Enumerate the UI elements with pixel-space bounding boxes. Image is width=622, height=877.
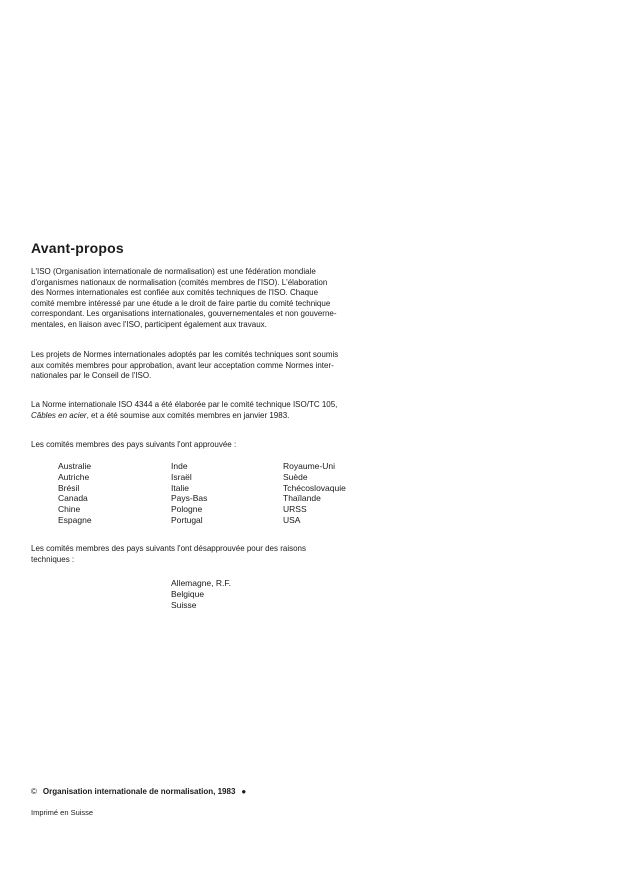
country-item: Pologne	[171, 504, 203, 515]
paragraph-line: correspondant. Les organisations internationales, gouvernementales et non gouverne-	[31, 309, 337, 318]
paragraph-line: nationales par le Conseil de l'ISO.	[31, 371, 152, 380]
paragraph-line: mentales, en liaison avec l'ISO, participent également aux travaux.	[31, 319, 267, 329]
paragraph-line: d'organismes nationaux de normalisation (comités membres de l'ISO). L'élaboration	[31, 277, 328, 287]
paragraph-iso-intro	[31, 267, 379, 330]
disapproving-countries	[171, 578, 231, 610]
paragraph-line: techniques :	[31, 554, 75, 564]
approving-countries-col1	[58, 461, 92, 526]
approving-countries-col2	[171, 461, 207, 526]
country-item: Italie	[171, 482, 189, 493]
paragraph-line: Les comités membres des pays suivants l'ont désapprouvée pour des raisons	[31, 544, 307, 553]
country-item: Thaïlande	[283, 493, 321, 504]
copyright-line	[31, 787, 246, 796]
paragraph-line: L'ISO (Organisation internationale de normalisation) est une fédération mondiale	[31, 267, 316, 276]
country-item: Australie	[58, 461, 92, 471]
country-item: Autriche	[58, 471, 90, 482]
committee-title: Câbles en acier	[31, 410, 87, 420]
paragraph-approved-by: Les comités membres des pays suivants l'ont approuvée :	[31, 440, 237, 449]
country-item: Chine	[58, 504, 81, 515]
country-item: Pays-Bas	[171, 493, 208, 504]
paragraph-line: aux comités membres pour approbation, avant leur acceptation comme Normes inter-	[31, 360, 334, 370]
paragraph-standard-origin	[31, 400, 379, 421]
country-item: Brésil	[58, 482, 80, 493]
paragraph-line: comité membre intéressé par une étude a le droit de faire partie du comité technique	[31, 298, 331, 308]
country-item: USA	[283, 514, 301, 525]
country-item: Canada	[58, 493, 88, 504]
paragraph-line: La Norme internationale ISO 4344 a été élaborée par le comité technique ISO/TC 105,	[31, 400, 338, 409]
country-item: Belgique	[171, 588, 205, 599]
country-item: URSS	[283, 504, 307, 515]
paragraph-line	[31, 411, 379, 422]
page-title: Avant-propos	[31, 240, 124, 256]
country-item: Suisse	[171, 599, 197, 610]
copyright-icon: ©	[31, 787, 37, 796]
printed-in: Imprimé en Suisse	[31, 808, 94, 817]
paragraph-approval-process	[31, 350, 379, 382]
country-item: Espagne	[58, 514, 92, 525]
country-item: Portugal	[171, 514, 203, 525]
paragraph-line: des Normes internationales est confiée aux comités techniques de l'ISO. Chaque	[31, 288, 319, 297]
paragraph-line-rest: , et a été soumise aux comités membres en janvier 1983.	[86, 410, 290, 420]
country-item: Tchécoslovaquie	[283, 482, 346, 493]
country-item: Israël	[171, 471, 192, 482]
approving-countries-col3	[283, 461, 346, 526]
country-item: Allemagne, R.F.	[171, 578, 231, 588]
paragraph-disapproved-by	[31, 544, 379, 565]
country-item: Inde	[171, 461, 188, 471]
paragraph-line: Les projets de Normes internationales adoptés par les comités techniques sont soumis	[31, 350, 339, 359]
bullet-icon: ●	[241, 787, 247, 796]
country-item: Suède	[283, 471, 308, 482]
copyright-text: Organisation internationale de normalisation, 1983	[42, 787, 236, 796]
country-item: Royaume-Uni	[283, 461, 335, 471]
